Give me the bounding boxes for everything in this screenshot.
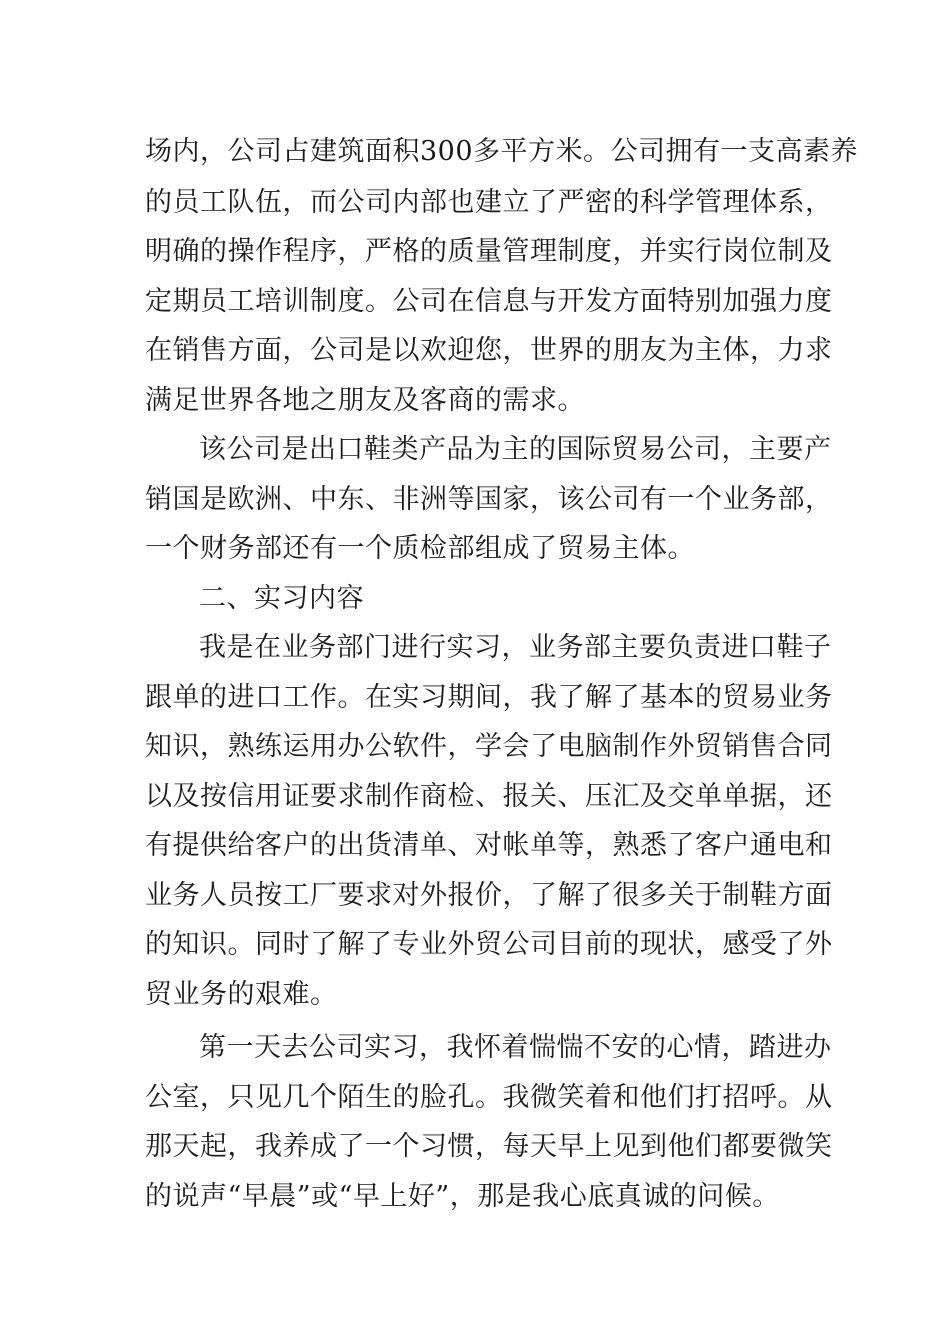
text-line: 的员工队伍，而公司内部也建立了严密的科学管理体系， bbox=[145, 187, 833, 218]
text-line: 知识，熟练运用办公软件，学会了电脑制作外贸销售合同 bbox=[145, 731, 833, 762]
text-line: 公室，只见几个陌生的脸孔。我微笑着和他们打招呼。从 bbox=[145, 1082, 833, 1113]
text-line: 跟单的进口工作。在实习期间，我了解了基本的贸易业务 bbox=[145, 682, 833, 713]
text-line: 贸业务的艰难。 bbox=[145, 979, 338, 1010]
text-line: 明确的操作程序，严格的质量管理制度，并实行岗位制及 bbox=[145, 236, 833, 267]
text-line: 销国是欧洲、中东、非洲等国家，该公司有一个业务部， bbox=[145, 484, 833, 515]
paragraph-start-line: 第一天去公司实习，我怀着惴惴不安的心情，踏进办 bbox=[199, 1032, 832, 1063]
text-line: 一个财务部还有一个质检部组成了贸易主体。 bbox=[145, 533, 695, 564]
text-line: 的说声“早晨”或“早上好”，那是我心底真诚的问候。 bbox=[145, 1181, 780, 1212]
text-line: 那天起，我养成了一个习惯，每天早上见到他们都要微笑 bbox=[145, 1131, 833, 1162]
text-line: 业务人员按工厂要求对外报价，了解了很多关于制鞋方面 bbox=[145, 880, 833, 911]
text-line: 在销售方面，公司是以欢迎您，世界的朋友为主体，力求 bbox=[145, 335, 833, 366]
text-line: 满足世界各地之朋友及客商的需求。 bbox=[145, 385, 585, 416]
text-line: 定期员工培训制度。公司在信息与开发方面特别加强力度 bbox=[145, 286, 833, 317]
text-line: 的知识。同时了解了专业外贸公司目前的现状，感受了外 bbox=[145, 929, 833, 960]
text-line: 以及按信用证要求制作商检、报关、压汇及交单单据，还 bbox=[145, 781, 833, 812]
text-line: 有提供给客户的出货清单、对帐单等，熟悉了客户通电和 bbox=[145, 830, 833, 861]
paragraph-start-line: 该公司是出口鞋类产品为主的国际贸易公司，主要产 bbox=[199, 434, 832, 465]
paragraph-start-line: 我是在业务部门进行实习，业务部主要负责进口鞋子 bbox=[199, 632, 832, 663]
section-heading: 二、实习内容 bbox=[199, 583, 364, 614]
text-line: 场内，公司占建筑面积300多平方米。公司拥有一支高素养 bbox=[145, 136, 859, 167]
